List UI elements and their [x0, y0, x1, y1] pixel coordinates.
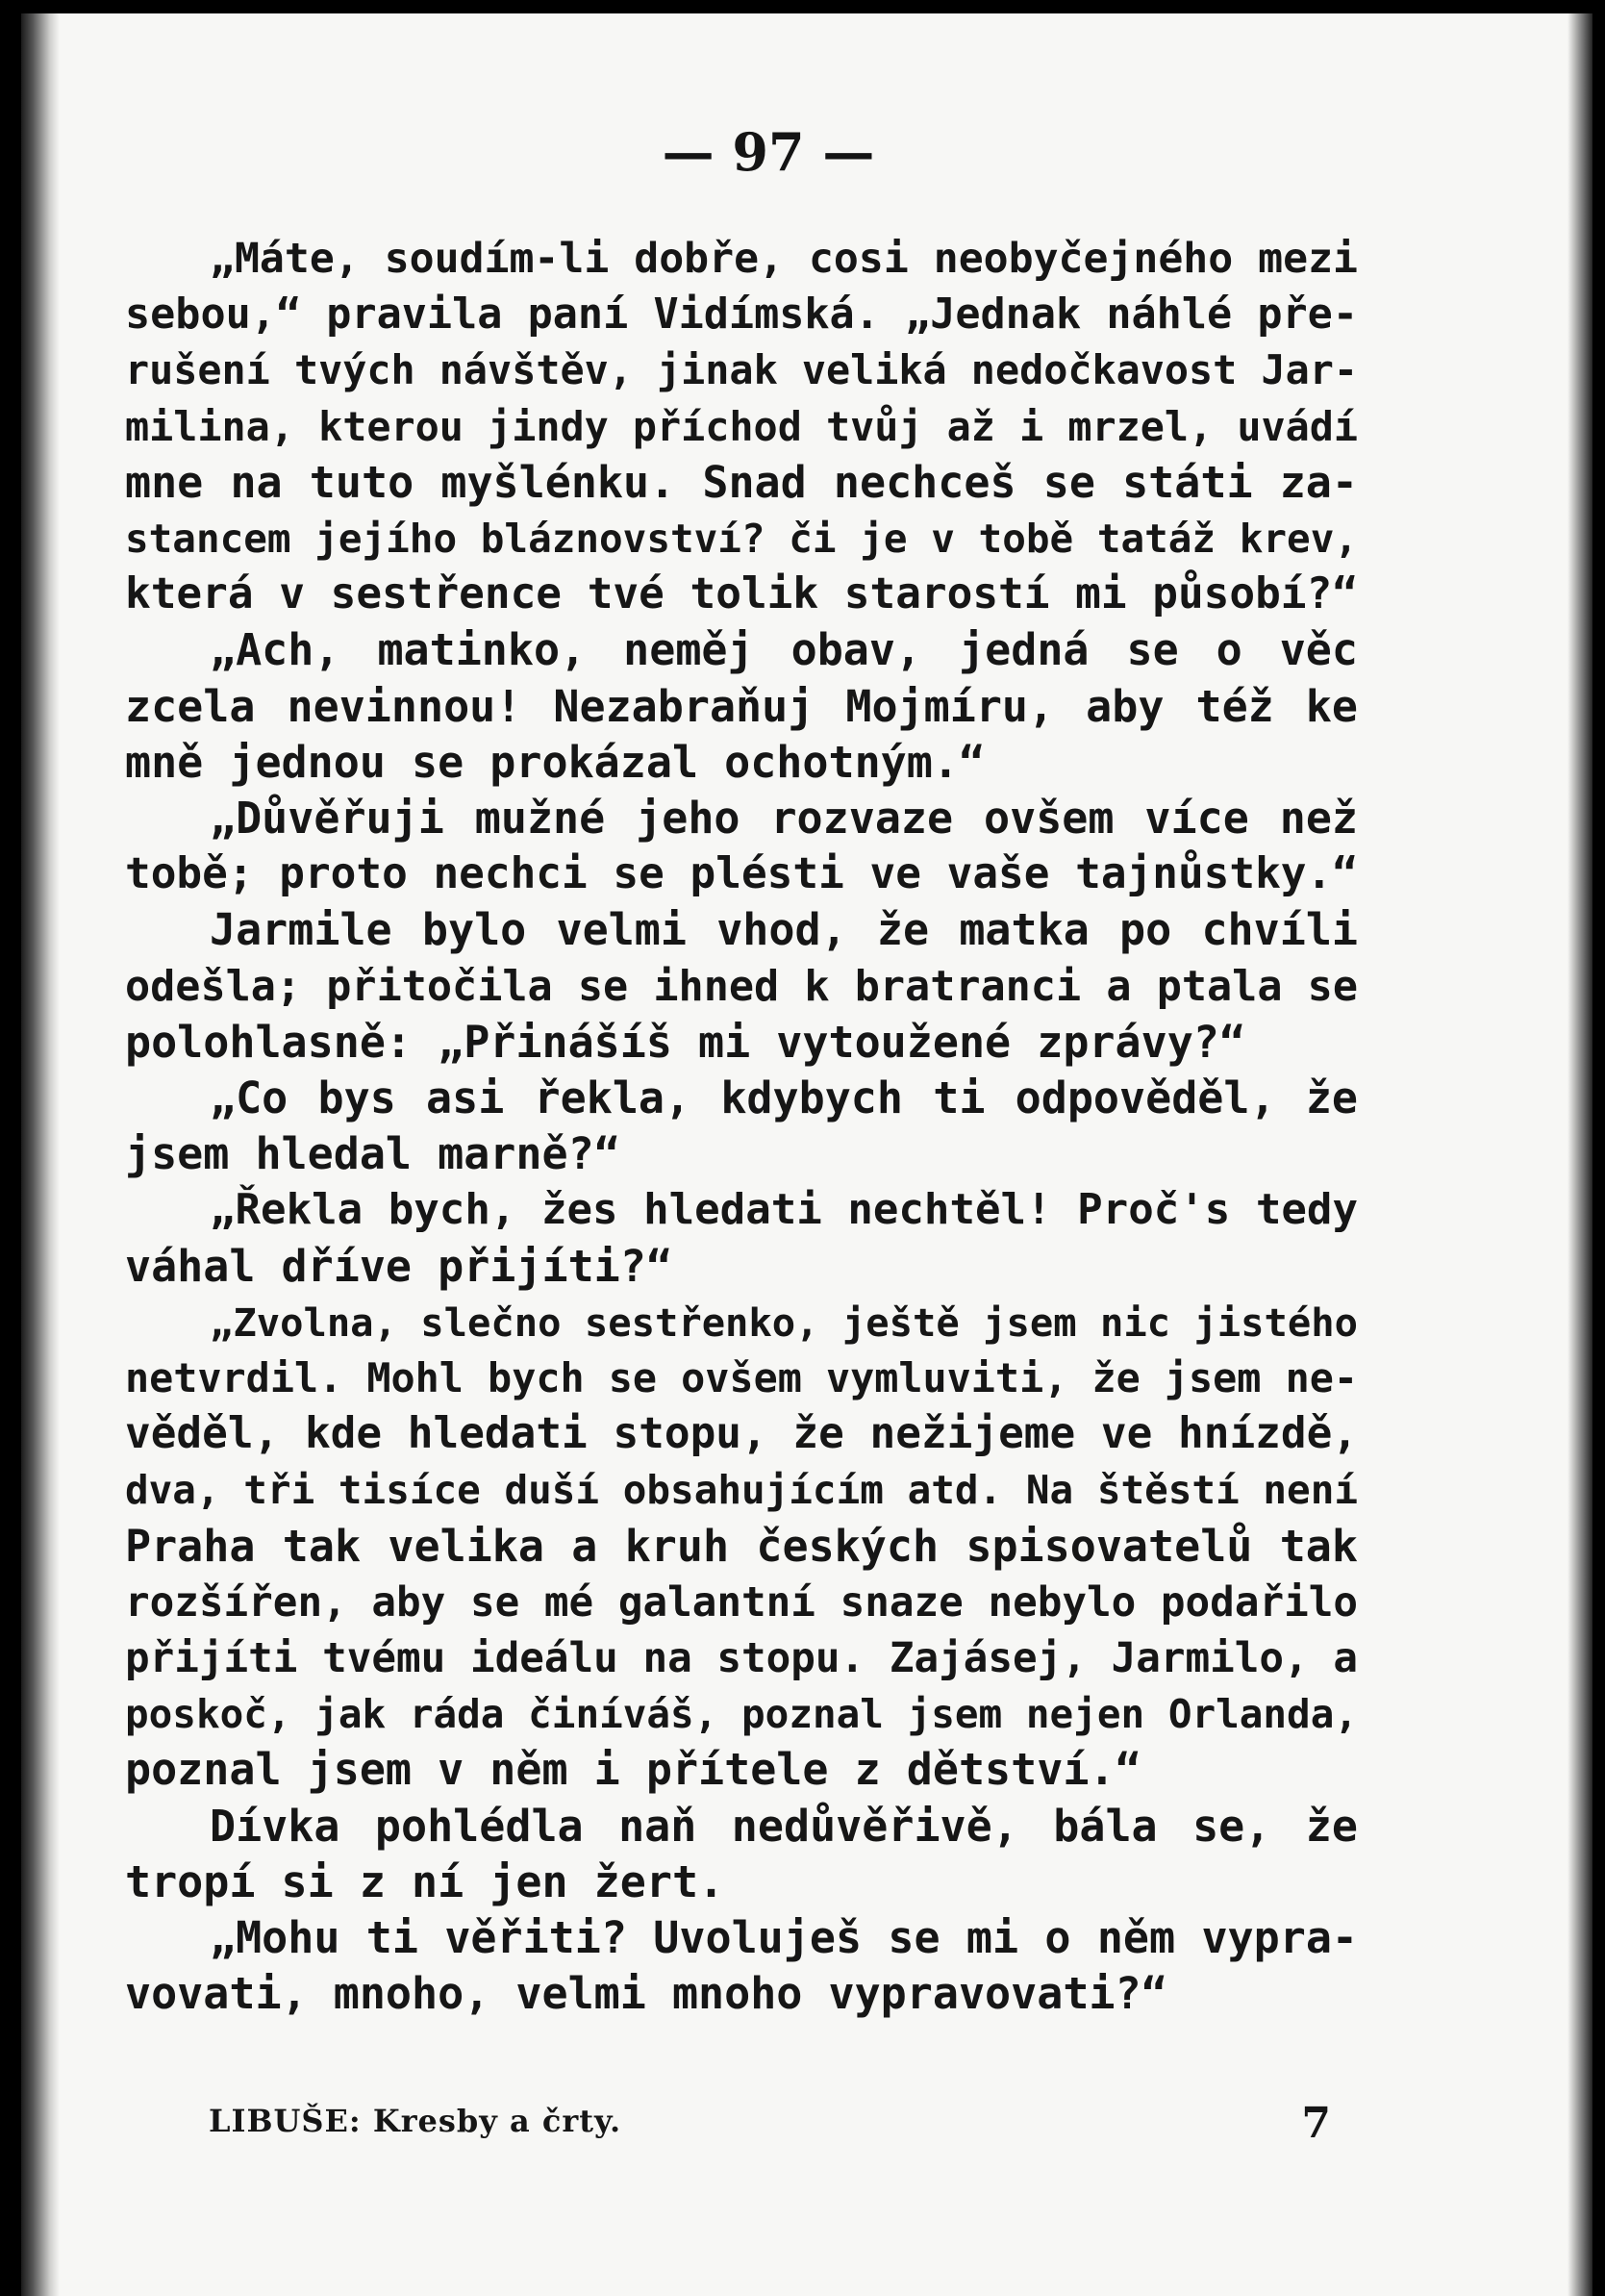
text-line: váhal dříve přijíti?“ — [125, 1240, 672, 1292]
text-line: „Zvolna, slečno sestřenko, ještě jsem nic jistého — [210, 1299, 1358, 1346]
text-line: poznal jsem v něm i přítele z dětství.“ — [125, 1744, 1141, 1796]
text-line: rozšířen, aby se mé galantní snaze nebylo podařilo — [125, 1577, 1358, 1627]
text-line: jsem hledal marně?“ — [125, 1128, 620, 1180]
text-line: dva, tři tisíce duší obsahujícím atd. Na štěstí není — [125, 1467, 1358, 1514]
page-footer — [209, 2099, 1535, 2148]
text-line: tropí si z ní jen žert. — [125, 1855, 725, 1907]
text-line: mne na tuto myšlénku. Snad nechceš se státi za- — [125, 456, 1358, 508]
text-line: polohlasně: „Přinášíš mi vytoužené zprávy?“ — [125, 1016, 1245, 1068]
text-line: Dívka pohlédla naň nedůvěřivě, bála se, že — [210, 1800, 1358, 1852]
text-line: „Máte, soudím-li dobře, cosi neobyčejného mezi — [210, 235, 1358, 283]
footer-signature: LIBUŠE: Kresby a črty. — [209, 2103, 622, 2139]
text-line: tobě; proto nechci se plésti ve vaše tajnůstky.“ — [125, 849, 1358, 899]
text-line: „Mohu ti věřiti? Uvoluješ se mi o něm vypra- — [210, 1912, 1358, 1964]
text-line: milina, kterou jindy příchod tvůj až i mrzel, uvádí — [125, 402, 1358, 450]
text-line: která v sestřence tvé tolik starostí mi působí?“ — [125, 569, 1358, 619]
text-line: „Co bys asi řekla, kdybych ti odpověděl, že — [210, 1072, 1358, 1124]
text-line: přijíti tvému ideálu na stopu. Zajásej, Jarmilo, a — [125, 1634, 1358, 1683]
sheet-number: 7 — [1301, 2099, 1331, 2148]
text-line: vovati, mnoho, velmi mnoho vypravovati?“ — [125, 1968, 1167, 2020]
text-line: sebou,“ pravila paní Vidímská. „Jednak náhlé pře- — [125, 290, 1358, 340]
text-line: zcela nevinnou! Nezabraňuj Mojmíru, aby též ke — [125, 680, 1358, 732]
text-line: poskoč, jak ráda činíváš, poznal jsem nejen Orlanda, — [125, 1691, 1358, 1738]
text-line: věděl, kde hledati stopu, že nežijeme ve hnízdě, — [125, 1409, 1358, 1459]
text-line: Praha tak velika a kruh českých spisovatelů tak — [125, 1520, 1358, 1572]
text-line: stancem jejího bláznovství? či je v tobě tatáž krev, — [125, 516, 1358, 563]
page-number: — 97 — — [662, 121, 875, 183]
text-line: odešla; přitočila se ihned k bratranci a ptala se — [125, 962, 1358, 1011]
text-line: Jarmile bylo velmi vhod, že matka po chvíli — [210, 904, 1358, 956]
text-line: rušení tvých návštěv, jinak veliká nedočkavost Jar- — [125, 346, 1358, 394]
text-line: „Řekla bych, žes hledati nechtěl! Proč's tedy — [210, 1185, 1358, 1235]
book-page — [21, 13, 1592, 2296]
text-line: mně jednou se prokázal ochotným.“ — [125, 736, 986, 788]
body-text — [125, 231, 1358, 2023]
text-line: netvrdil. Mohl bych se ovšem vymluviti, že jsem ne- — [125, 1354, 1358, 1402]
text-line: „Důvěřuji mužné jeho rozvaze ovšem více než — [210, 793, 1358, 845]
text-line: „Ach, matinko, neměj obav, jedná se o věc — [210, 624, 1358, 676]
